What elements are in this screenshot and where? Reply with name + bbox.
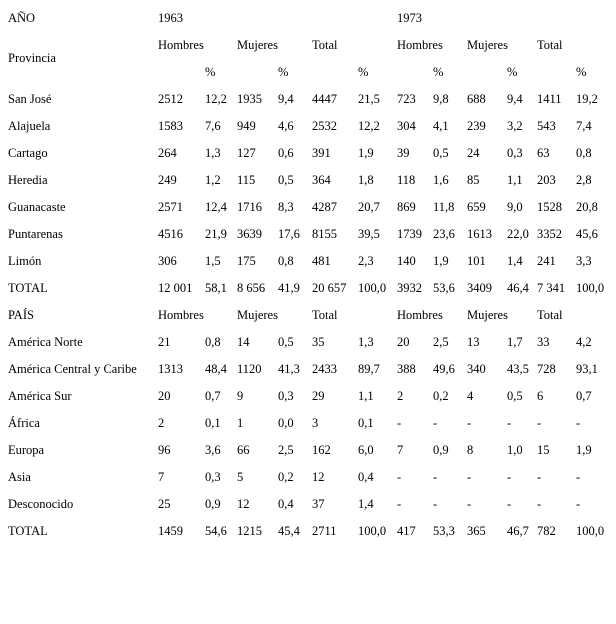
- table-cell: 17,6: [278, 227, 300, 241]
- table-cell: 4: [467, 389, 474, 403]
- table-cell: 3352: [537, 227, 562, 241]
- table-cell: 115: [237, 173, 256, 187]
- table-cell: 1120: [237, 362, 262, 376]
- table-cell: 340: [467, 362, 486, 376]
- table-cell: 39: [397, 146, 410, 160]
- table-cell: -: [576, 416, 581, 430]
- table-cell: 20: [158, 389, 171, 403]
- table-cell: 9,8: [433, 92, 449, 106]
- table-cell: 0,1: [205, 416, 221, 430]
- table-cell: 9: [237, 389, 244, 403]
- table-cell: 0,9: [433, 443, 449, 457]
- table-cell: 85: [467, 173, 480, 187]
- pct-mujeres-1973: %: [507, 65, 518, 79]
- table-cell: 0,4: [358, 470, 374, 484]
- table-cell: 41,3: [278, 362, 300, 376]
- table-cell: 43,5: [507, 362, 529, 376]
- table-cell: -: [507, 497, 512, 511]
- table-cell: 1,0: [507, 443, 523, 457]
- table-cell: 66: [237, 443, 250, 457]
- table-cell: 2,5: [433, 335, 449, 349]
- table-cell: 0,1: [358, 416, 374, 430]
- table-cell: 0,5: [278, 335, 294, 349]
- table-cell: 20 657: [312, 281, 347, 295]
- table-cell: 11,8: [433, 200, 455, 214]
- table-cell: 12,2: [205, 92, 227, 106]
- table-cell: 388: [397, 362, 416, 376]
- table-cell: -: [397, 470, 402, 484]
- province-row: [8, 251, 608, 271]
- table-cell: 2: [397, 389, 404, 403]
- table-cell: 4,1: [433, 119, 449, 133]
- table-cell: -: [397, 416, 402, 430]
- table-cell: 25: [158, 497, 171, 511]
- country-col-total-1963: Total: [312, 308, 338, 322]
- table-cell: 306: [158, 254, 177, 268]
- table-cell: 0,7: [205, 389, 221, 403]
- table-cell: 1,3: [358, 335, 374, 349]
- table-cell: -: [507, 416, 512, 430]
- table-cell: 49,6: [433, 362, 455, 376]
- table-cell: 1,1: [358, 389, 374, 403]
- table-cell: 45,4: [278, 524, 300, 538]
- table-cell: 162: [312, 443, 331, 457]
- table-cell: 1459: [158, 524, 183, 538]
- province-row: [8, 197, 608, 217]
- table-cell: 241: [537, 254, 556, 268]
- year-label: AÑO: [8, 11, 36, 25]
- table-cell: 46,4: [507, 281, 529, 295]
- col-total-1973: Total: [537, 38, 563, 52]
- table-cell: 23,6: [433, 227, 455, 241]
- table-cell: 24: [467, 146, 480, 160]
- table-cell: -: [467, 497, 472, 511]
- table-cell: 1,6: [433, 173, 449, 187]
- col-hombres-1973: Hombres: [397, 38, 443, 52]
- table-cell: 48,4: [205, 362, 227, 376]
- row-label: África: [8, 416, 40, 430]
- table-cell: 2,8: [576, 173, 592, 187]
- provincia-label: Provincia: [8, 51, 56, 65]
- pct-total-1973: %: [576, 65, 587, 79]
- pais-label: PAÍS: [8, 308, 34, 322]
- table-cell: 45,6: [576, 227, 598, 241]
- table-cell: 2711: [312, 524, 337, 538]
- col-mujeres-1973: Mujeres: [467, 38, 508, 52]
- country-col-mujeres-1963: Mujeres: [237, 308, 278, 322]
- table-cell: 8: [467, 443, 474, 457]
- country-col-total-1973: Total: [537, 308, 563, 322]
- table-cell: 0,7: [576, 389, 592, 403]
- province-row: [8, 170, 608, 190]
- table-cell: 29: [312, 389, 325, 403]
- table-cell: 100,0: [576, 281, 605, 295]
- table-cell: 175: [237, 254, 256, 268]
- table-cell: 391: [312, 146, 331, 160]
- table-cell: 93,1: [576, 362, 598, 376]
- table-cell: 8 656: [237, 281, 266, 295]
- table-cell: 239: [467, 119, 486, 133]
- table-cell: 1613: [467, 227, 492, 241]
- pct-hombres-1973: %: [433, 65, 444, 79]
- country-row: [8, 521, 608, 541]
- table-cell: 63: [537, 146, 550, 160]
- table-cell: 0,4: [278, 497, 294, 511]
- country-row: [8, 494, 608, 514]
- table-cell: 0,0: [278, 416, 294, 430]
- table-cell: 0,8: [576, 146, 592, 160]
- col-mujeres-1963: Mujeres: [237, 38, 278, 52]
- table-cell: 140: [397, 254, 416, 268]
- row-label: América Central y Caribe: [8, 362, 137, 376]
- table-cell: 9,4: [507, 92, 523, 106]
- table-cell: 7,4: [576, 119, 592, 133]
- row-label: Limón: [8, 254, 42, 268]
- table-cell: 8,3: [278, 200, 294, 214]
- country-header-row: [8, 305, 608, 325]
- table-cell: 2512: [158, 92, 183, 106]
- table-cell: -: [433, 416, 438, 430]
- table-cell: -: [537, 470, 542, 484]
- row-label: América Norte: [8, 335, 83, 349]
- table-cell: 1,2: [205, 173, 221, 187]
- province-row: [8, 89, 608, 109]
- table-cell: 4516: [158, 227, 183, 241]
- table-cell: 1,4: [358, 497, 374, 511]
- row-label: Europa: [8, 443, 45, 457]
- table-cell: 127: [237, 146, 256, 160]
- table-cell: -: [537, 416, 542, 430]
- table-cell: 46,7: [507, 524, 529, 538]
- table-cell: 35: [312, 335, 325, 349]
- table-cell: 4,2: [576, 335, 592, 349]
- table-cell: 100,0: [358, 281, 387, 295]
- table-cell: 100,0: [576, 524, 605, 538]
- table-cell: 869: [397, 200, 416, 214]
- table-cell: 1528: [537, 200, 562, 214]
- table-cell: 4447: [312, 92, 337, 106]
- table-cell: 22,0: [507, 227, 529, 241]
- table-cell: 0,3: [507, 146, 523, 160]
- table-cell: 41,9: [278, 281, 300, 295]
- table-cell: 1411: [537, 92, 562, 106]
- table-cell: 20: [397, 335, 410, 349]
- table-cell: 304: [397, 119, 416, 133]
- table-cell: 15: [537, 443, 550, 457]
- table-cell: 7 341: [537, 281, 566, 295]
- country-col-hombres-1963: Hombres: [158, 308, 204, 322]
- percent-header-row: [8, 62, 608, 82]
- table-cell: 21,5: [358, 92, 380, 106]
- table-cell: 9,0: [507, 200, 523, 214]
- table-cell: 1,5: [205, 254, 221, 268]
- table-cell: 101: [467, 254, 486, 268]
- table-cell: 1716: [237, 200, 262, 214]
- province-row: [8, 116, 608, 136]
- table-cell: 1,7: [507, 335, 523, 349]
- row-label: TOTAL: [8, 281, 48, 295]
- row-label: Guanacaste: [8, 200, 66, 214]
- table-cell: 6: [537, 389, 544, 403]
- table-cell: 723: [397, 92, 416, 106]
- table-cell: 39,5: [358, 227, 380, 241]
- table-cell: 728: [537, 362, 556, 376]
- row-label: Cartago: [8, 146, 48, 160]
- table-cell: 7,6: [205, 119, 221, 133]
- table-cell: -: [537, 497, 542, 511]
- country-row: [8, 359, 608, 379]
- table-cell: -: [576, 497, 581, 511]
- country-row: [8, 440, 608, 460]
- country-col-mujeres-1973: Mujeres: [467, 308, 508, 322]
- province-row: [8, 224, 608, 244]
- country-row: [8, 467, 608, 487]
- table-cell: 365: [467, 524, 486, 538]
- table-cell: 782: [537, 524, 556, 538]
- pct-hombres-1963: %: [205, 65, 216, 79]
- table-cell: 0,8: [278, 254, 294, 268]
- row-label: Asia: [8, 470, 31, 484]
- table-cell: 3,3: [576, 254, 592, 268]
- table-cell: 89,7: [358, 362, 380, 376]
- table-cell: 1,1: [507, 173, 523, 187]
- country-row: [8, 386, 608, 406]
- table-cell: 0,3: [278, 389, 294, 403]
- row-label: San José: [8, 92, 52, 106]
- table-cell: -: [507, 470, 512, 484]
- table-cell: 12: [237, 497, 250, 511]
- table-cell: -: [433, 470, 438, 484]
- table-cell: 543: [537, 119, 556, 133]
- table-cell: 949: [237, 119, 256, 133]
- table-cell: 1739: [397, 227, 422, 241]
- table-cell: 20,7: [358, 200, 380, 214]
- table-cell: 0,5: [278, 173, 294, 187]
- table-cell: 21,9: [205, 227, 227, 241]
- pct-total-1963: %: [358, 65, 369, 79]
- table-cell: 1: [237, 416, 244, 430]
- table-cell: -: [433, 497, 438, 511]
- row-label: TOTAL: [8, 524, 48, 538]
- table-cell: 12: [312, 470, 325, 484]
- table-cell: 6,0: [358, 443, 374, 457]
- table-cell: 659: [467, 200, 486, 214]
- table-cell: 5: [237, 470, 244, 484]
- table-cell: -: [397, 497, 402, 511]
- table-cell: 2433: [312, 362, 337, 376]
- table-cell: 3932: [397, 281, 422, 295]
- table-cell: 0,8: [205, 335, 221, 349]
- table-cell: 58,1: [205, 281, 227, 295]
- table-cell: 417: [397, 524, 416, 538]
- table-cell: 0,2: [278, 470, 294, 484]
- table-cell: 3,6: [205, 443, 221, 457]
- country-row: [8, 413, 608, 433]
- table-cell: 2571: [158, 200, 183, 214]
- row-label: Desconocido: [8, 497, 74, 511]
- table-cell: -: [467, 470, 472, 484]
- table-cell: 7: [397, 443, 404, 457]
- table-cell: 19,2: [576, 92, 598, 106]
- year-header-row: [8, 8, 608, 28]
- table-cell: 13: [467, 335, 480, 349]
- province-row: [8, 278, 608, 298]
- table-cell: 264: [158, 146, 177, 160]
- table-cell: 9,4: [278, 92, 294, 106]
- row-label: América Sur: [8, 389, 72, 403]
- table-cell: 96: [158, 443, 171, 457]
- table-cell: 0,5: [433, 146, 449, 160]
- table-cell: 1583: [158, 119, 183, 133]
- table-cell: 33: [537, 335, 550, 349]
- table-cell: 4,6: [278, 119, 294, 133]
- table-cell: 3,2: [507, 119, 523, 133]
- table-cell: 1,4: [507, 254, 523, 268]
- table-cell: 1,9: [358, 146, 374, 160]
- table-cell: 118: [397, 173, 416, 187]
- table-cell: 0,3: [205, 470, 221, 484]
- table-cell: 8155: [312, 227, 337, 241]
- table-cell: 3639: [237, 227, 262, 241]
- col-total-1963: Total: [312, 38, 338, 52]
- table-cell: 20,8: [576, 200, 598, 214]
- table-cell: 37: [312, 497, 325, 511]
- table-cell: 1,3: [205, 146, 221, 160]
- country-row: [8, 332, 608, 352]
- table-cell: 2532: [312, 119, 337, 133]
- year-1973: 1973: [397, 11, 422, 25]
- table-cell: 12,2: [358, 119, 380, 133]
- table-cell: -: [467, 416, 472, 430]
- table-cell: 53,6: [433, 281, 455, 295]
- col-hombres-1963: Hombres: [158, 38, 204, 52]
- table-cell: 1,9: [576, 443, 592, 457]
- table-cell: 21: [158, 335, 171, 349]
- table-cell: 2,5: [278, 443, 294, 457]
- table-cell: 0,2: [433, 389, 449, 403]
- row-label: Alajuela: [8, 119, 51, 133]
- table-cell: 0,6: [278, 146, 294, 160]
- table-cell: 1935: [237, 92, 262, 106]
- table-cell: 14: [237, 335, 250, 349]
- table-cell: 249: [158, 173, 177, 187]
- table-cell: 364: [312, 173, 331, 187]
- table-cell: 1215: [237, 524, 262, 538]
- table-cell: 100,0: [358, 524, 387, 538]
- table-cell: 1,8: [358, 173, 374, 187]
- table-cell: 0,9: [205, 497, 221, 511]
- row-label: Puntarenas: [8, 227, 63, 241]
- pct-mujeres-1963: %: [278, 65, 289, 79]
- table-cell: 54,6: [205, 524, 227, 538]
- table-cell: 2,3: [358, 254, 374, 268]
- year-1963: 1963: [158, 11, 183, 25]
- table-cell: 481: [312, 254, 331, 268]
- table-cell: 688: [467, 92, 486, 106]
- table-cell: 3: [312, 416, 319, 430]
- table-cell: 1,9: [433, 254, 449, 268]
- table-cell: 203: [537, 173, 556, 187]
- table-cell: 12,4: [205, 200, 227, 214]
- table-cell: 7: [158, 470, 165, 484]
- table-cell: 12 001: [158, 281, 193, 295]
- table-cell: 4287: [312, 200, 337, 214]
- country-col-hombres-1973: Hombres: [397, 308, 443, 322]
- row-label: Heredia: [8, 173, 48, 187]
- table-cell: 2: [158, 416, 165, 430]
- province-row: [8, 143, 608, 163]
- table-cell: 1313: [158, 362, 183, 376]
- table-cell: -: [576, 470, 581, 484]
- table-cell: 3409: [467, 281, 492, 295]
- table-cell: 0,5: [507, 389, 523, 403]
- table-cell: 53,3: [433, 524, 455, 538]
